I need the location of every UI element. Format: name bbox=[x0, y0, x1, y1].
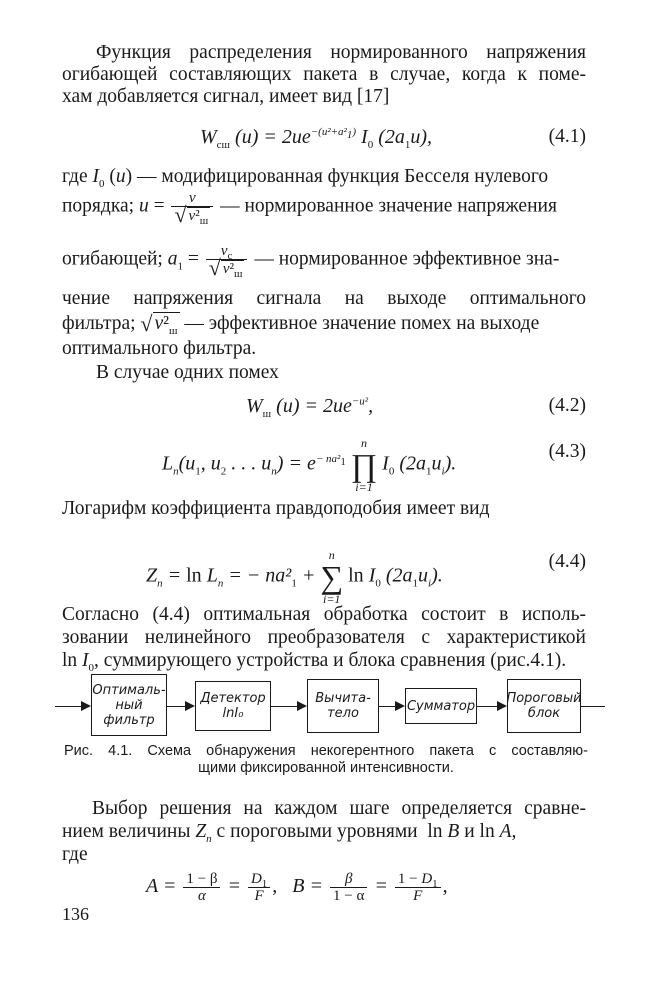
block-summator: Сумматор bbox=[405, 688, 477, 724]
output-line bbox=[581, 706, 605, 707]
equation-4-4: $Z_n = \ln L_n$ = − $na^2_1$ + n ∑ i=1 $\ln I_0$ $(2a_1u_i)$. bbox=[146, 548, 443, 606]
where-line-2: порядка; u = $\frac{v}{√ v^2_ш}$ — нормированное значение напряжения bbox=[62, 190, 557, 227]
equation-number-4-3: (4.3) bbox=[548, 441, 586, 462]
equation-number-4-4: (4.4) bbox=[548, 551, 586, 572]
according-line-1: Согласно (4.4) оптимальная обработка состоит в исполь- bbox=[62, 604, 586, 625]
block-subtractor: Вычита- тело bbox=[307, 679, 379, 733]
decision-line-1: Выбор решения на каждом шаге определяется сравне- bbox=[92, 798, 586, 819]
arrow-2-head bbox=[297, 701, 307, 711]
decision-line-3: где bbox=[62, 844, 88, 865]
figure-caption-line-1: Рис. 4.1. Схема обнаружения некогерентного пакета с составляю- bbox=[64, 743, 588, 759]
equation-number-4-2: (4.2) bbox=[548, 395, 586, 416]
where-line-1: где $I_0$ (u) — модифицированная функция Бесселя нулевого bbox=[62, 166, 549, 190]
equation-thresholds: A = $\frac{1 - \beta}{\alpha}$ = $\frac{D_1}{F}$ , B = $\frac{\beta}{1 - \alpha}$ = $\frac{1 - D_1}{F}$ , bbox=[146, 870, 448, 904]
block-threshold: Пороговый блок bbox=[507, 679, 581, 733]
decision-line-2: нием величины $Z_n$ с пороговыми уровнями ln B и ln A, bbox=[62, 821, 517, 845]
intro-line-1: Функция распределения нормированного напряжения bbox=[96, 42, 586, 63]
according-line-2: зовании нелинейного преобразователя с характеристикой bbox=[62, 627, 586, 648]
figure-caption-line-2: щими фиксированной интенсивности. bbox=[198, 760, 454, 776]
input-arrowhead bbox=[81, 701, 91, 711]
equation-number-4-1: (4.1) bbox=[548, 126, 586, 147]
where-line-5: фильтра; √ $v^2_ш$ — эффективное значение помех на выходе bbox=[62, 311, 540, 337]
intro-line-2: огибающей составляющих пакета в случае, когда к поме- bbox=[62, 64, 586, 85]
block-diagram bbox=[55, 672, 610, 740]
equation-4-3: $L_n(u_1$, $u_2$ . . . $u_n) = e^{- na^2_1}$ n ∏ i=1 $I_0$ $(2a_1u_i)$. bbox=[162, 436, 457, 494]
log-likelihood-line: Логарифм коэффициента правдоподобия имеет вид bbox=[62, 498, 490, 519]
where-line-4: чение напряжения сигнала на выходе оптимального bbox=[62, 288, 586, 309]
equation-4-2: $W_ш$ $(u) = 2ue^{-u^2}$, bbox=[246, 395, 374, 420]
block-optimal-filter: Оптималь- ный фильтр bbox=[91, 674, 167, 736]
intro-line-3: хам добавляется сигнал, имеет вид [17] bbox=[62, 86, 390, 107]
page-number: 136 bbox=[62, 904, 89, 924]
where-line-3: огибающей; $a_1$ = $\frac{v_с}{√ v^2_ш}$ — нормированное эффективное зна- bbox=[62, 243, 560, 280]
according-line-3: $\ln I_0$, суммирующего устройства и блока сравнения (рис.4.1). bbox=[62, 650, 567, 674]
block-detector: Детектор lnI₀ bbox=[195, 681, 271, 731]
where-line-6: оптимального фильтра. bbox=[62, 338, 257, 359]
equation-4-1: $W_{сш}$ $(u) = 2ue^{-(u^2+a^2_1)}$ $I_0$ $(2a_1u)$, bbox=[200, 126, 433, 151]
arrow-3-head bbox=[395, 701, 405, 711]
noise-only-line: В случае одних помех bbox=[96, 362, 279, 383]
arrow-1-head bbox=[185, 701, 195, 711]
